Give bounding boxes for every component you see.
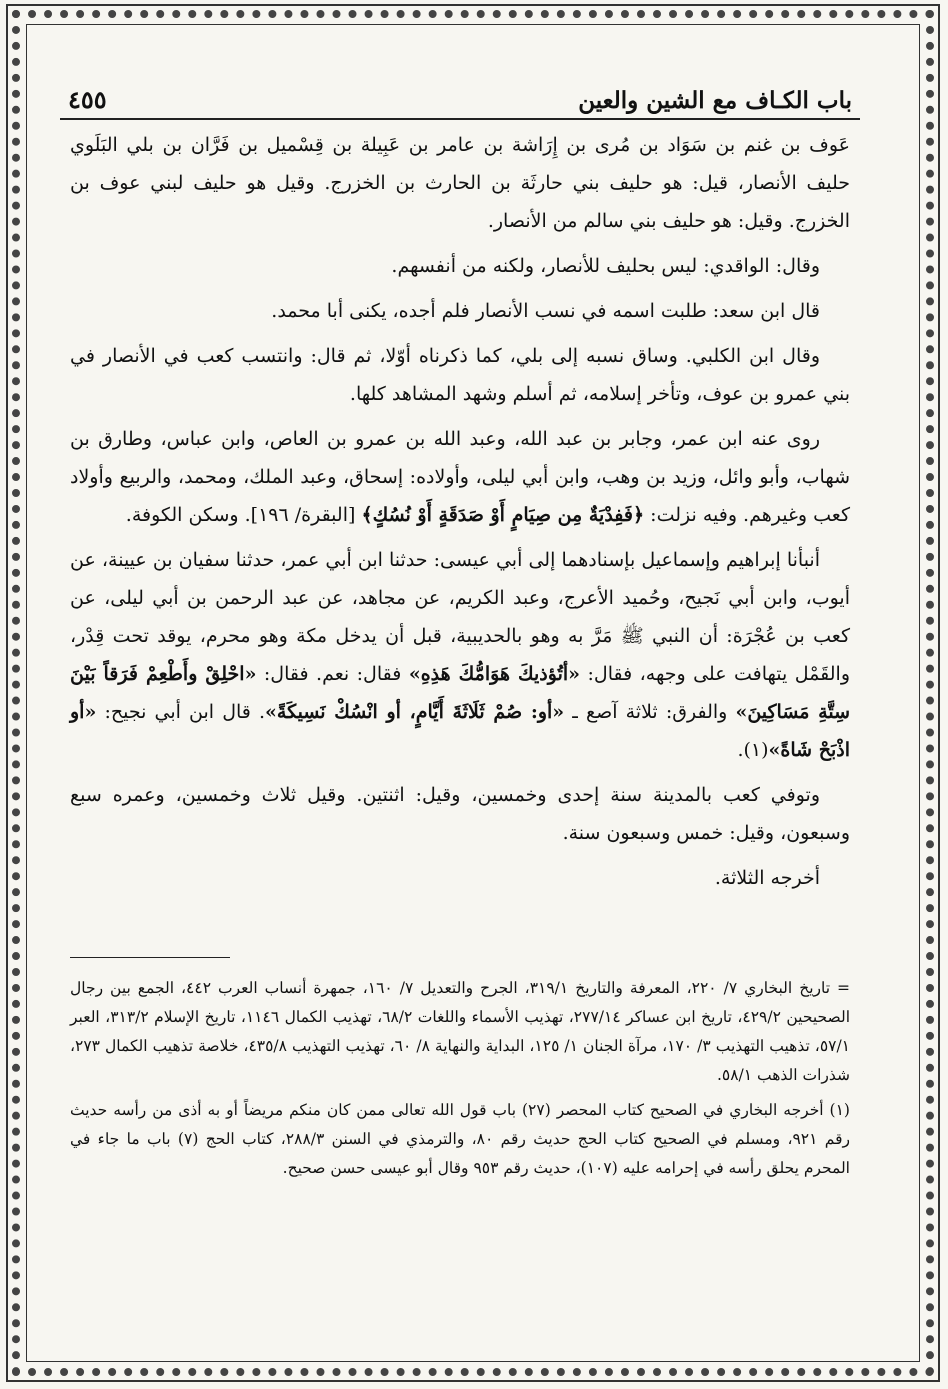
narrators-text: روى عنه ابن عمر، وجابر بن عبد الله، وعبد الله بن عمرو بن العاص، وابن عباس، وطارق بن شهاب، وأبو وائل، وزيد بن وهب، وابن أبي ليلى، وأولاده: إسحاق، وعبد الملك، ومحمد، والربيع وأولاد كعب وغيرهم. وفيه نزلت: xyxy=(70,428,850,526)
hadith-text-3: والفرق: ثلاثة آصع ـ xyxy=(564,701,736,723)
paragraph-hadith xyxy=(70,541,850,769)
paragraph-lineage: عَوف بن غنم بن سَوَاد بن مُرى بن إِرَاشة بن عامر بن عَبِيلة بن قِسْميل بن فَرَّان بن بلي البَلَوي حليف الأنصار، قيل: هو حليف بني حارثَة بن الحارث بن الخزرج. وقيل هو حليف لبني عوف بن الخزرج. وقيل: هو حليف بني سالم من الأنصار. xyxy=(70,134,850,232)
footnote-marker: (١). xyxy=(737,739,769,761)
paragraph-ibn-kalbi: وقال ابن الكلبي. وساق نسبه إلى بلي، كما ذكرناه أوّلا، ثم قال: وانتسب كعب في الأنصار في بني عمرو بن عوف، وتأخر إسلامه، ثم أسلم وشهد المشاهد كلها. xyxy=(70,345,850,405)
running-header xyxy=(60,70,860,120)
hadith-text-4: . قال ابن أبي نجيح: xyxy=(96,701,266,723)
paragraph-death: وتوفي كعب بالمدينة سنة إحدى وخمسين، وقيل: اثنتين. وقيل ثلاث وخمسين، وعمره سبع وسبعون، وقيل: خمس وسبعون سنة. xyxy=(70,784,850,844)
hadith-quote-1: «أتُؤذيكَ هَوَامُّكَ هَذِهِ» xyxy=(408,663,581,685)
paragraph-ibn-saad: قال ابن سعد: طلبت اسمه في نسب الأنصار فلم أجده، يكنى أبا محمد. xyxy=(271,300,820,322)
hadith-quote-3: «أو: صُمْ ثَلَاثَةَ أَيَّامٍ، أو انْسُكْ نَسِيكَةً» xyxy=(265,701,565,723)
book-page xyxy=(60,70,860,1340)
page-number: ٤٥٥ xyxy=(68,85,107,114)
quran-reference: [البقرة/ ١٩٦]. وسكن الكوفة. xyxy=(125,504,362,526)
footnote-1: (١) أخرجه البخاري في الصحيح كتاب المحصر (٢٧) باب قول الله تعالى ممن كان منكم مريضاً أو به أذى من رأسه حديث رقم ٩٢١، ومسلم في الصحيح كتاب الحج حديث رقم ٨٠، والترمذي في السنن ٢٨٨/٣، كتاب الحج (٧) باب ما جاء في المحرم يحلق رأسه في إحرامه عليه (١٠٧)، حديث رقم ٩٥٣ وقال أبو عيسى حسن صحيح. xyxy=(70,1101,851,1177)
quran-quote: ﴿فَفِدْيَةٌ مِن صِيَامٍ أَوْ صَدَقَةٍ أَوْ نُسُكٍ﴾ xyxy=(361,504,645,526)
paragraph-narrators xyxy=(70,420,850,534)
paragraph-takhrij: أخرجه الثلاثة. xyxy=(714,867,820,889)
hadith-quote-4: «أو اذْبَحْ شَاةً» xyxy=(70,701,850,761)
hadith-quote-2: «احْلِقْ وأَطْعِمْ فَرَقاً بَيْنَ سِتَّةِ مَسَاكِينَ» xyxy=(70,663,851,723)
paragraph-waqidi: وقال: الواقدي: ليس بحليف للأنصار، ولكنه من أنفسهم. xyxy=(391,255,820,277)
footnote-continued: = تاريخ البخاري ٧/ ٢٢٠، المعرفة والتاريخ ٣١٩/١، الجرح والتعديل ٧/ ١٦٠، جمهرة أنساب العرب ٤٤٢، الجمع بين رجال الصحيحين ٤٢٩/٢، تاريخ ابن عساكر ٢٧٧/١٤، تهذيب الأسماء واللغات ٦٨/٢، تهذيب الكمال ١١٤٦، تاريخ الإسلام ٣١٣/٢، العبر ٥٧/١، تذهيب التهذيب ٣/ ١٧٠، مرآة الجنان ١/ ١٢٥، البداية والنهاية ٨/ ٦٠، تهذيب التهذيب ٤٣٥/٨، خلاصة تذهيب الكمال ٢٧٣، شذرات الذهب ٥٨/١. xyxy=(70,979,851,1084)
footnote-separator xyxy=(70,957,230,958)
hadith-text-2: فقال: نعم. فقال: xyxy=(256,663,409,685)
hadith-text-1: أنبأنا إبراهيم وإسماعيل بإسنادهما إلى أبي عيسى: حدثنا ابن أبي عمر، حدثنا سفيان بن عيينة، عن أيوب، وابن أبي نَجيح، وحُميد الأعرج، وعبد الكريم، عن مجاهد، عن عبد الرحمن بن أبي ليلى، عن كعب بن عُجْرَة: أن النبي ﷺ مَرَّ به وهو بالحديبية، قبل أن يدخل مكة وهو محرم، يوقد تحت قِدْر، والقَمْل يتهافت على وجهه، فقال: xyxy=(70,549,851,685)
chapter-title: باب الكـاف مع الشين والعين xyxy=(578,87,852,114)
main-text xyxy=(60,120,860,1183)
